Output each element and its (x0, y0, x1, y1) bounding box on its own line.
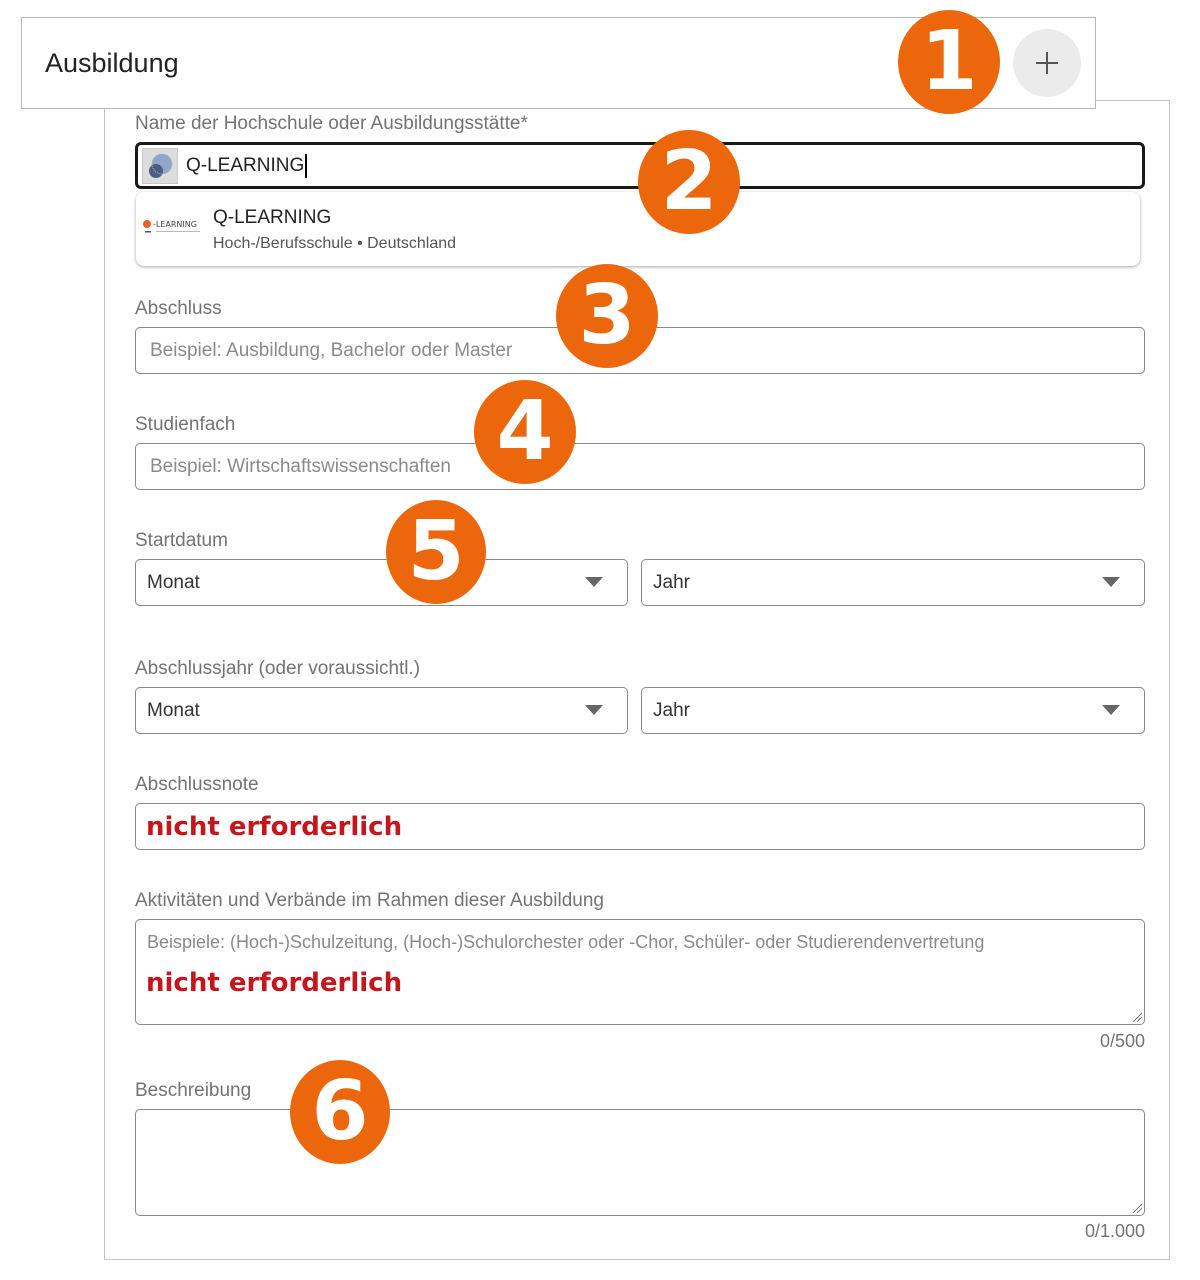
description-label: Beschreibung (135, 1080, 252, 1101)
activities-label: Aktivitäten und Verbände im Rahmen dieser Ausbildung (135, 890, 604, 911)
activities-textarea[interactable] (135, 919, 1145, 1025)
chevron-down-icon (585, 705, 603, 715)
activities-not-required-note: nicht erforderlich (146, 968, 403, 998)
chevron-down-icon (1102, 577, 1120, 587)
field-of-study-label: Studienfach (135, 414, 236, 435)
annotation-badge-2: 2 (638, 130, 740, 234)
school-suggestion-item[interactable] (136, 192, 1140, 266)
description-counter: 0/1.000 (1084, 1221, 1145, 1241)
degree-label: Abschluss (135, 298, 222, 319)
suggestion-name: Q-LEARNING (213, 207, 332, 228)
end-year-select[interactable] (641, 687, 1145, 734)
section-title: Ausbildung (45, 48, 179, 78)
end-date-label: Abschlussjahr (oder voraussichtl.) (135, 658, 421, 679)
description-textarea[interactable] (135, 1109, 1145, 1216)
chevron-down-icon (1102, 705, 1120, 715)
degree-placeholder: Beispiel: Ausbildung, Bachelor oder Master (150, 339, 513, 361)
start-month-select[interactable] (135, 559, 628, 606)
field-of-study-input[interactable] (135, 443, 1145, 490)
add-education-button[interactable] (1013, 29, 1081, 97)
plus-icon (1034, 50, 1060, 76)
grade-label: Abschlussnote (135, 774, 259, 795)
activities-placeholder: Beispiele: (Hoch-)Schulzeitung, (Hoch-)Schulorchester oder -Chor, Schüler- oder Studierendenvertretung (147, 932, 985, 952)
school-input-value: Q-LEARNING (186, 154, 305, 176)
start-year-value: Jahr (653, 571, 690, 593)
end-year-value: Jahr (653, 699, 690, 721)
start-month-value: Monat (147, 571, 200, 593)
resize-handle-icon[interactable] (1131, 1011, 1143, 1023)
grade-not-required-note: nicht erforderlich (146, 811, 403, 842)
school-logo-icon (142, 148, 178, 184)
suggestion-subtitle: Hoch-/Berufsschule • Deutschland (213, 235, 457, 252)
annotation-badge-5: 5 (386, 500, 486, 604)
end-month-select[interactable] (135, 687, 628, 734)
grade-input[interactable] (135, 803, 1145, 850)
start-year-select[interactable] (641, 559, 1145, 606)
end-month-value: Monat (147, 699, 200, 721)
annotation-badge-1: 1 (898, 10, 1000, 114)
resize-handle-icon[interactable] (1131, 1202, 1143, 1214)
annotation-badge-4: 4 (474, 380, 576, 484)
svg-text:-LEARNING: -LEARNING (153, 220, 197, 229)
text-cursor (305, 154, 307, 178)
start-date-label: Startdatum (135, 530, 228, 551)
chevron-down-icon (585, 577, 603, 587)
activities-counter: 0/500 (1099, 1031, 1145, 1051)
school-label: Name der Hochschule oder Ausbildungsstätte* (135, 113, 528, 134)
q-learning-logo-icon (142, 216, 206, 242)
annotation-badge-6: 6 (290, 1060, 390, 1164)
annotation-badge-3: 3 (556, 264, 658, 368)
field-of-study-placeholder: Beispiel: Wirtschaftswissenschaften (150, 455, 451, 477)
